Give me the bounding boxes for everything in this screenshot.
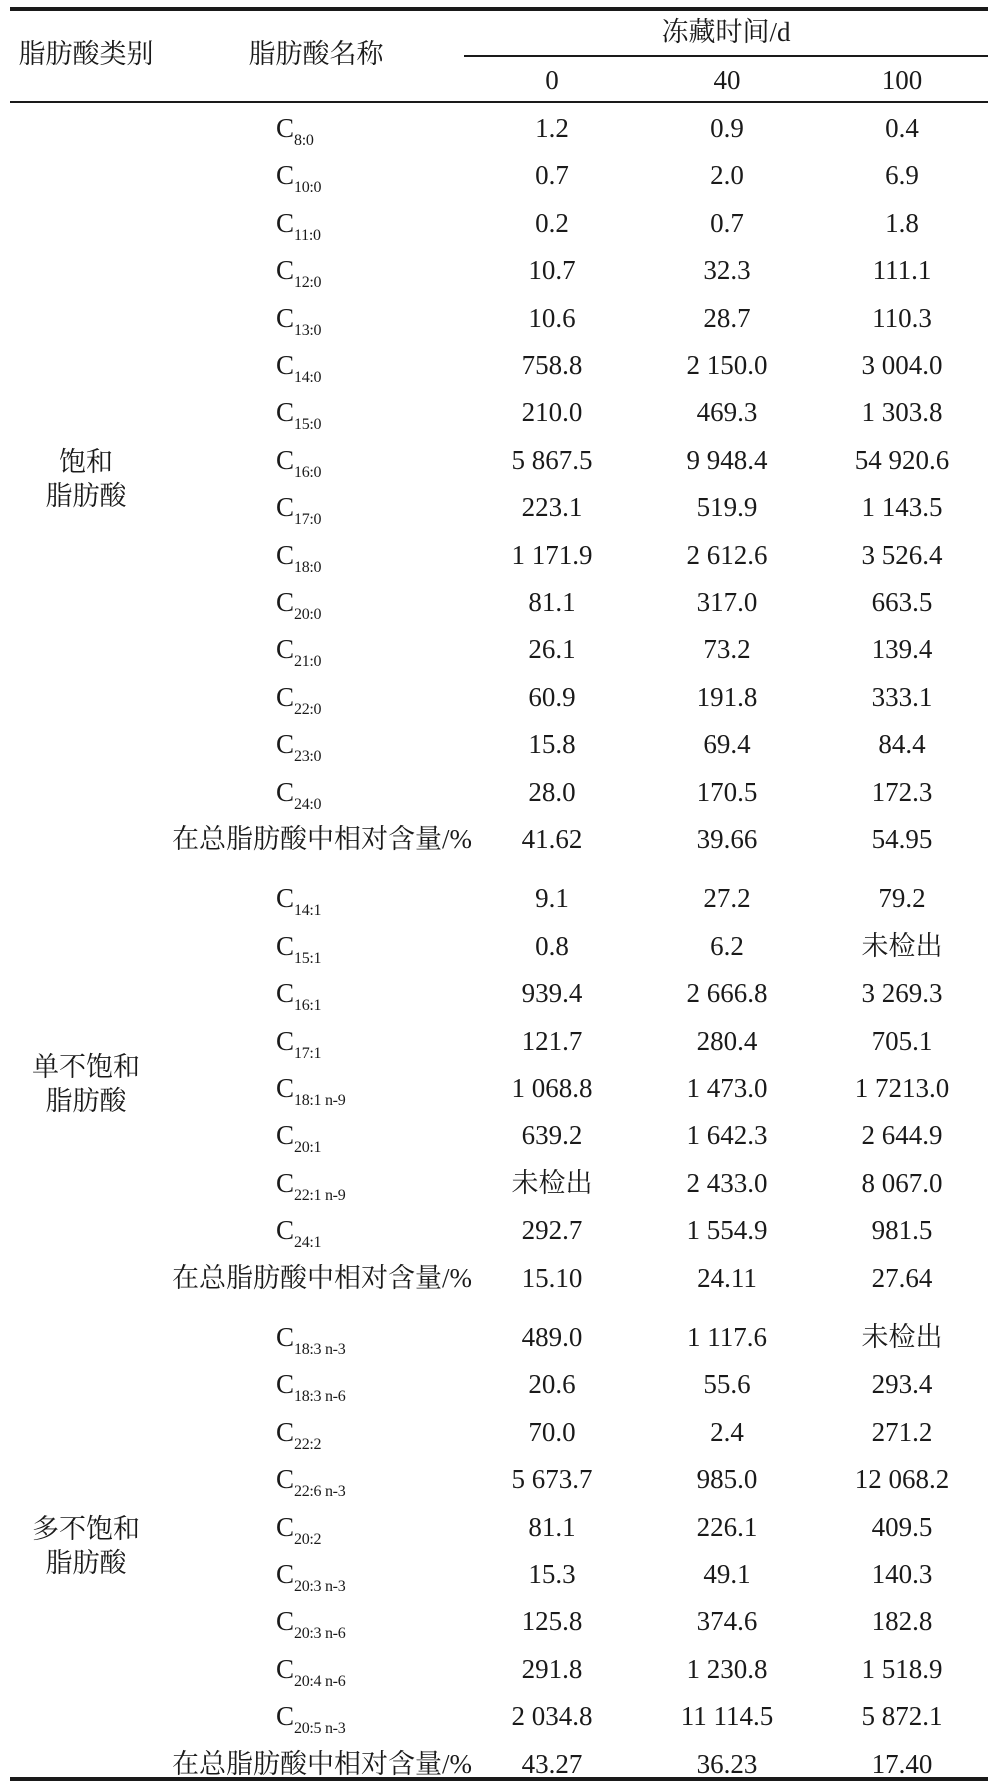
value-cell: 1 7213.0	[854, 1073, 950, 1103]
fatty-acid-subscript: 8:0	[294, 132, 314, 149]
table-row	[0, 578, 998, 626]
fatty-acid-symbol: C	[276, 978, 295, 1008]
fatty-acid-symbol: C	[276, 1512, 295, 1542]
value-cell: 409.5	[871, 1512, 933, 1542]
fatty-acid-subscript: 20:0	[294, 606, 322, 623]
table-row	[0, 1159, 998, 1207]
fatty-acid-symbol: C	[276, 931, 295, 961]
value-cell: 28.0	[528, 777, 576, 807]
value-cell: 291.8	[521, 1654, 583, 1684]
fatty-acid-symbol: C	[276, 883, 295, 913]
relative-content-value: 39.66	[696, 824, 758, 854]
fatty-acid-name	[276, 1463, 345, 1500]
value-cell: 1 303.8	[861, 397, 943, 427]
table-row	[0, 151, 998, 199]
category-label-line: 脂肪酸	[45, 481, 127, 511]
fatty-acid-name	[276, 539, 321, 576]
fatty-acid-symbol: C	[276, 1559, 295, 1589]
value-cell: 985.0	[696, 1464, 758, 1494]
table-row	[0, 341, 998, 389]
relative-content-value: 15.10	[521, 1263, 583, 1293]
table-row	[0, 199, 998, 247]
value-cell: 3 526.4	[861, 540, 943, 570]
value-cell: 6.2	[710, 931, 744, 961]
relative-content-label: 在总脂肪酸中相对含量/%	[172, 824, 472, 854]
category-label-line: 单不饱和	[32, 1052, 140, 1082]
fatty-acid-name	[276, 930, 321, 967]
value-cell: 292.7	[521, 1215, 583, 1245]
fatty-acid-symbol: C	[276, 1606, 295, 1636]
table-row	[0, 1206, 998, 1254]
value-cell: 293.4	[871, 1369, 933, 1399]
fatty-acid-name	[276, 349, 321, 386]
table-row	[0, 720, 998, 768]
table-row	[0, 1360, 998, 1408]
value-cell: 170.5	[696, 777, 758, 807]
table-row	[0, 1313, 998, 1361]
fatty-acid-symbol: C	[276, 208, 295, 238]
fatty-acid-subscript: 15:1	[294, 950, 322, 967]
fatty-acid-symbol: C	[276, 1369, 295, 1399]
fatty-acid-subscript: 13:0	[294, 322, 322, 339]
category-polyunsaturated	[12, 1512, 160, 1580]
value-cell: 49.1	[703, 1559, 751, 1589]
fatty-acid-name	[276, 491, 321, 528]
fatty-acid-name	[276, 1119, 321, 1156]
fatty-acid-name	[276, 1700, 345, 1737]
fatty-acid-symbol: C	[276, 729, 295, 759]
value-cell: 333.1	[871, 682, 933, 712]
value-cell: 663.5	[871, 587, 933, 617]
value-cell: 81.1	[528, 1512, 576, 1542]
table-row	[0, 1692, 998, 1740]
value-cell: 8 067.0	[861, 1168, 943, 1198]
fatty-acid-symbol: C	[276, 1073, 295, 1103]
relative-content-value: 54.95	[871, 824, 933, 854]
fatty-acid-subscript: 22:6 n-3	[294, 1483, 346, 1500]
fatty-acid-subscript: 14:1	[294, 902, 322, 919]
value-cell: 0.7	[710, 208, 744, 238]
category-column-header: 脂肪酸类别	[18, 39, 154, 69]
fatty-acid-name	[276, 254, 321, 291]
value-cell: 210.0	[521, 397, 583, 427]
value-cell: 0.7	[535, 160, 569, 190]
value-cell: 191.8	[696, 682, 758, 712]
fatty-acid-name	[276, 728, 321, 765]
fatty-acid-subscript: 24:1	[294, 1234, 322, 1251]
relative-content-value: 24.11	[697, 1263, 757, 1293]
fatty-acid-subscript: 20:4 n-6	[294, 1673, 346, 1690]
fatty-acid-symbol: C	[276, 1322, 295, 1352]
time-header-0: 0	[545, 65, 559, 95]
value-cell: 70.0	[528, 1417, 576, 1447]
value-cell: 28.7	[703, 303, 751, 333]
name-column-header: 脂肪酸名称	[248, 39, 384, 69]
value-cell: 20.6	[528, 1369, 576, 1399]
fatty-acid-name	[276, 396, 321, 433]
value-cell: 69.4	[703, 729, 751, 759]
fatty-acid-symbol: C	[276, 634, 295, 664]
fatty-acid-name	[276, 586, 321, 623]
value-cell: 79.2	[878, 883, 926, 913]
fatty-acid-symbol: C	[276, 1168, 295, 1198]
fatty-acid-name	[276, 1214, 321, 1251]
value-cell: 0.9	[710, 113, 744, 143]
table-row	[0, 1408, 998, 1456]
fatty-acid-subscript: 22:0	[294, 701, 322, 718]
time-column-header: 冻藏时间/d	[661, 17, 791, 47]
value-cell: 1 473.0	[686, 1073, 768, 1103]
table-row	[0, 1455, 998, 1503]
total-row	[0, 1254, 998, 1302]
value-cell: 125.8	[521, 1606, 583, 1636]
value-cell: 2 150.0	[686, 350, 768, 380]
table-row	[0, 388, 998, 436]
value-cell: 139.4	[871, 634, 933, 664]
value-cell: 27.2	[703, 883, 751, 913]
fatty-acid-symbol: C	[276, 587, 295, 617]
table-row	[0, 874, 998, 922]
value-cell: 未检出	[861, 1322, 943, 1352]
fatty-acid-symbol: C	[276, 682, 295, 712]
total-row	[0, 815, 998, 863]
fatty-acid-subscript: 18:3 n-6	[294, 1388, 346, 1405]
value-cell: 111.1	[872, 255, 932, 285]
fatty-acid-symbol: C	[276, 397, 295, 427]
fatty-acid-subscript: 14:0	[294, 369, 322, 386]
category-label-line: 脂肪酸	[45, 1086, 127, 1116]
time-header-40: 40	[713, 65, 741, 95]
fatty-acid-subscript: 18:0	[294, 559, 322, 576]
value-cell: 5 867.5	[511, 445, 593, 475]
fatty-acid-name	[276, 302, 321, 339]
fatty-acid-symbol: C	[276, 350, 295, 380]
fatty-acid-symbol: C	[276, 540, 295, 570]
value-cell: 84.4	[878, 729, 926, 759]
value-cell: 15.3	[528, 1559, 576, 1589]
fatty-acid-symbol: C	[276, 255, 295, 285]
relative-content-value: 36.23	[696, 1749, 758, 1779]
time-header-rule	[464, 55, 988, 57]
fatty-acid-subscript: 16:0	[294, 464, 322, 481]
relative-content-value: 27.64	[871, 1263, 933, 1293]
table-row	[0, 294, 998, 342]
fatty-acid-subscript: 16:1	[294, 997, 322, 1014]
table-row	[0, 768, 998, 816]
value-cell: 705.1	[871, 1026, 933, 1056]
fatty-acid-subscript: 18:1 n-9	[294, 1092, 346, 1109]
value-cell: 2.4	[710, 1417, 744, 1447]
fatty-acid-subscript: 12:0	[294, 274, 322, 291]
value-cell: 10.7	[528, 255, 576, 285]
fatty-acid-subscript: 20:5 n-3	[294, 1720, 346, 1737]
value-cell: 0.2	[535, 208, 569, 238]
value-cell: 1 230.8	[686, 1654, 768, 1684]
value-cell: 280.4	[696, 1026, 758, 1056]
table-row	[0, 922, 998, 970]
value-cell: 9.1	[535, 883, 569, 913]
fatty-acid-subscript: 15:0	[294, 416, 322, 433]
fatty-acid-name	[276, 1511, 321, 1548]
fatty-acid-symbol: C	[276, 492, 295, 522]
value-cell: 12 068.2	[854, 1464, 950, 1494]
table-row	[0, 531, 998, 579]
fatty-acid-subscript: 22:2	[294, 1436, 322, 1453]
value-cell: 1 642.3	[686, 1120, 768, 1150]
value-cell: 226.1	[696, 1512, 758, 1542]
fatty-acid-name	[276, 159, 321, 196]
value-cell: 1.8	[885, 208, 919, 238]
value-cell: 2 644.9	[861, 1120, 943, 1150]
value-cell: 140.3	[871, 1559, 933, 1589]
table-row	[0, 673, 998, 721]
table-row	[0, 104, 998, 152]
value-cell: 981.5	[871, 1215, 933, 1245]
value-cell: 2.0	[710, 160, 744, 190]
fatty-acid-subscript: 20:2	[294, 1531, 322, 1548]
fatty-acid-symbol: C	[276, 777, 295, 807]
fatty-acid-symbol: C	[276, 445, 295, 475]
fatty-acid-name	[276, 681, 321, 718]
fatty-acid-symbol: C	[276, 1464, 295, 1494]
value-cell: 32.3	[703, 255, 751, 285]
fatty-acid-subscript: 22:1 n-9	[294, 1187, 346, 1204]
value-cell: 0.8	[535, 931, 569, 961]
value-cell: 15.8	[528, 729, 576, 759]
value-cell: 1 518.9	[861, 1654, 943, 1684]
fatty-acid-name	[276, 882, 321, 919]
fatty-acid-name	[276, 977, 321, 1014]
value-cell: 110.3	[872, 303, 932, 333]
total-row	[0, 1740, 998, 1788]
value-cell: 2 433.0	[686, 1168, 768, 1198]
fatty-acid-subscript: 17:1	[294, 1045, 322, 1062]
value-cell: 172.3	[871, 777, 933, 807]
value-cell: 519.9	[696, 492, 758, 522]
fatty-acid-symbol: C	[276, 1215, 295, 1245]
value-cell: 26.1	[528, 634, 576, 664]
relative-content-label: 在总脂肪酸中相对含量/%	[172, 1749, 472, 1779]
relative-content-value: 17.40	[871, 1749, 933, 1779]
fatty-acid-name	[276, 776, 321, 813]
fatty-acid-symbol: C	[276, 160, 295, 190]
value-cell: 54 920.6	[854, 445, 950, 475]
value-cell: 60.9	[528, 682, 576, 712]
fatty-acid-symbol: C	[276, 1120, 295, 1150]
fatty-acid-symbol: C	[276, 303, 295, 333]
fatty-acid-subscript: 17:0	[294, 511, 322, 528]
value-cell: 10.6	[528, 303, 576, 333]
fatty-acid-subscript: 20:3 n-6	[294, 1625, 346, 1642]
value-cell: 未检出	[511, 1168, 593, 1198]
value-cell: 271.2	[871, 1417, 933, 1447]
fatty-acid-name	[276, 207, 321, 244]
fatty-acid-name	[276, 1605, 345, 1642]
fatty-acid-name	[276, 1321, 345, 1358]
fatty-acid-name	[276, 1368, 345, 1405]
fatty-acid-subscript: 18:3 n-3	[294, 1341, 346, 1358]
value-cell: 182.8	[871, 1606, 933, 1636]
table-row	[0, 969, 998, 1017]
value-cell: 1 143.5	[861, 492, 943, 522]
value-cell: 55.6	[703, 1369, 751, 1399]
fatty-acid-subscript: 11:0	[294, 227, 321, 244]
value-cell: 未检出	[861, 931, 943, 961]
table-top-rule	[10, 7, 988, 11]
fatty-acid-subscript: 21:0	[294, 653, 322, 670]
category-label-line: 多不饱和	[32, 1514, 140, 1544]
table-row	[0, 625, 998, 673]
relative-content-label: 在总脂肪酸中相对含量/%	[172, 1263, 472, 1293]
fatty-acid-name	[276, 1167, 345, 1204]
value-cell: 1 117.6	[687, 1322, 767, 1352]
fatty-acid-subscript: 23:0	[294, 748, 322, 765]
value-cell: 374.6	[696, 1606, 758, 1636]
fatty-acid-name	[276, 444, 321, 481]
value-cell: 1 171.9	[511, 540, 593, 570]
value-cell: 6.9	[885, 160, 919, 190]
fatty-acid-symbol: C	[276, 1026, 295, 1056]
fatty-acid-subscript: 20:3 n-3	[294, 1578, 346, 1595]
category-label-line: 脂肪酸	[45, 1548, 127, 1578]
value-cell: 1 554.9	[686, 1215, 768, 1245]
fatty-acid-subscript: 20:1	[294, 1139, 322, 1156]
value-cell: 2 034.8	[511, 1701, 593, 1731]
category-monounsaturated	[12, 1050, 160, 1118]
value-cell: 758.8	[521, 350, 583, 380]
value-cell: 3 004.0	[861, 350, 943, 380]
value-cell: 81.1	[528, 587, 576, 617]
value-cell: 73.2	[703, 634, 751, 664]
value-cell: 2 612.6	[686, 540, 768, 570]
fatty-acid-name	[276, 1072, 345, 1109]
time-header-100: 100	[881, 65, 923, 95]
value-cell: 121.7	[521, 1026, 583, 1056]
table-row	[0, 1111, 998, 1159]
fatty-acid-name	[276, 1025, 321, 1062]
table-row	[0, 1645, 998, 1693]
header-bottom-rule	[10, 101, 988, 103]
value-cell: 317.0	[696, 587, 758, 617]
value-cell: 3 269.3	[861, 978, 943, 1008]
fatty-acid-subscript: 24:0	[294, 796, 322, 813]
fatty-acid-name	[276, 112, 314, 149]
table-row	[0, 1597, 998, 1645]
value-cell: 9 948.4	[686, 445, 768, 475]
value-cell: 223.1	[521, 492, 583, 522]
fatty-acid-name	[276, 1653, 345, 1690]
fatty-acid-symbol: C	[276, 1417, 295, 1447]
value-cell: 2 666.8	[686, 978, 768, 1008]
value-cell: 1 068.8	[511, 1073, 593, 1103]
value-cell: 489.0	[521, 1322, 583, 1352]
relative-content-value: 41.62	[521, 824, 583, 854]
table-row	[0, 246, 998, 294]
fatty-acid-symbol: C	[276, 113, 295, 143]
value-cell: 5 673.7	[511, 1464, 593, 1494]
value-cell: 939.4	[521, 978, 583, 1008]
value-cell: 469.3	[696, 397, 758, 427]
value-cell: 1.2	[535, 113, 569, 143]
value-cell: 11 114.5	[680, 1701, 774, 1731]
fatty-acid-name	[276, 1558, 345, 1595]
fatty-acid-name	[276, 1416, 321, 1453]
value-cell: 639.2	[521, 1120, 583, 1150]
fatty-acid-symbol: C	[276, 1701, 295, 1731]
value-cell: 0.4	[885, 113, 919, 143]
value-cell: 5 872.1	[861, 1701, 943, 1731]
relative-content-value: 43.27	[521, 1749, 583, 1779]
fatty-acid-symbol: C	[276, 1654, 295, 1684]
fatty-acid-name	[276, 633, 321, 670]
category-saturated	[12, 445, 160, 513]
fatty-acid-subscript: 10:0	[294, 179, 322, 196]
category-label-line: 饱和	[59, 447, 113, 477]
